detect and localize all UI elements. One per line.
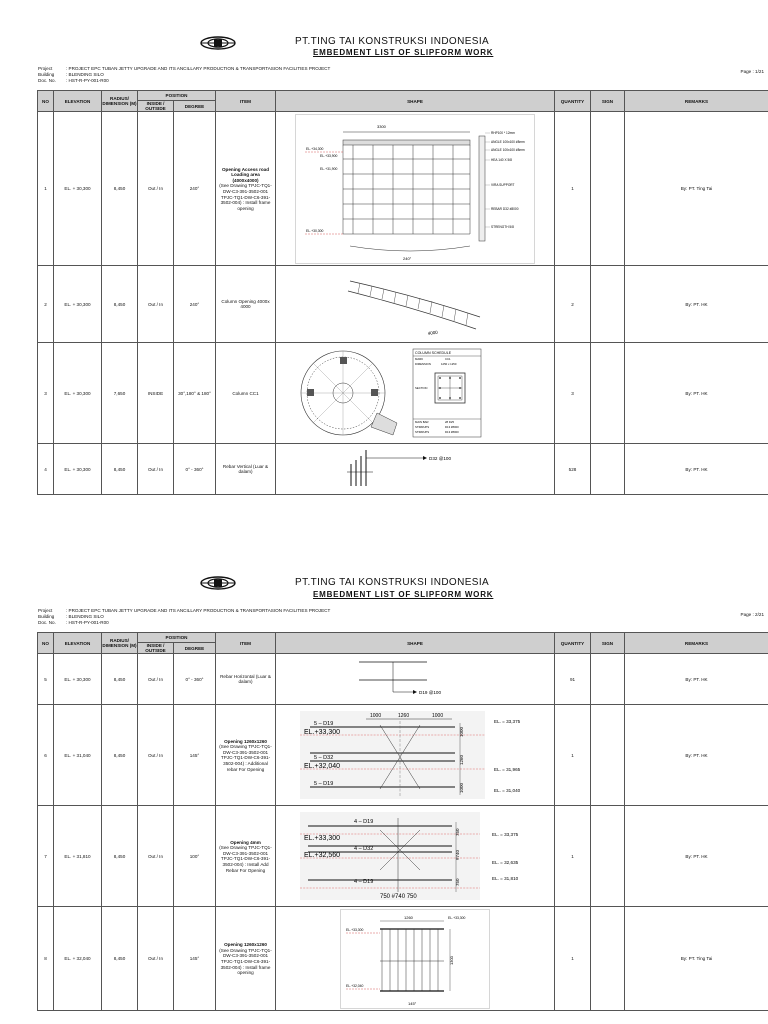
item-title: Opening 1260x1260 (224, 738, 267, 744)
schedule-cell: D13 #8000 (445, 425, 459, 430)
el-right: EL. = 31,810 (492, 876, 519, 882)
cell-inout: Out / In (138, 112, 174, 266)
header-position: POSITION (138, 633, 216, 643)
cell-inout: Out / In (138, 907, 174, 1011)
dim-top: 1260 (404, 914, 413, 920)
cell-sign (591, 343, 625, 444)
cell-inout: Out / In (138, 654, 174, 705)
bar-label: 4 – D19 (354, 879, 374, 886)
cell-shape (276, 343, 555, 444)
project-meta (38, 608, 330, 626)
el-label: EL.+32,560 (304, 852, 341, 860)
meta-value: : PROJECT EPC TUBAN JETTY UPGRADE AND ITS ANCILLARY PRODUCTION & TRANSPORTASION FACILITIES PROJECT (66, 608, 331, 613)
cell-no: 1 (38, 112, 54, 266)
cell-item (216, 112, 276, 266)
table-row (38, 343, 768, 444)
cell-degree: 145° (174, 705, 216, 806)
meta-key: Doc. No. (38, 78, 56, 83)
schedule-cell: STIRRUPS (415, 425, 430, 430)
angle-label: 240° (403, 255, 412, 261)
cell-item (216, 907, 276, 1011)
cell-elevation: EL. + 31,040 (54, 705, 102, 806)
header-sign: SIGN (591, 91, 625, 112)
el-right: EL. = 32,635 (492, 860, 519, 866)
cell-no: 3 (38, 343, 54, 444)
side-dim: #740 (455, 850, 461, 861)
cell-no: 6 (38, 705, 54, 806)
side-dim: 1300 (449, 956, 455, 965)
cell-inout: INSIDE (138, 343, 174, 444)
header-item: ITEM (216, 91, 276, 112)
dim-label: 4000 (427, 330, 439, 337)
schedule-cell: 1250 x 1250 (441, 362, 457, 367)
cell-inout: Out / In (138, 444, 174, 495)
header-inout: INSIDE / OUTSIDE (138, 101, 174, 112)
item-title: Opening 1260x1260 (224, 942, 267, 948)
el-label: EL.+32,040 (304, 763, 341, 771)
schedule-cell: D13 #8000 (445, 430, 459, 435)
cell-remarks: By: PT. HK (625, 343, 768, 444)
cell-item (216, 806, 276, 907)
side-dim: 750 (455, 878, 461, 887)
cell-elevation: EL. + 30,300 (54, 654, 102, 705)
cell-remarks: By: PT. Ting Tai (625, 907, 768, 1011)
cell-remarks: By: PT. HK (625, 705, 768, 806)
header-no: NO (38, 91, 54, 112)
meta-value: : HST-R-PY-001-R00 (66, 620, 109, 625)
rebar-label: D32 @100 (429, 456, 452, 462)
cell-sign (591, 112, 625, 266)
cell-degree: 30°,180° & 180° (174, 343, 216, 444)
table-row (38, 907, 768, 1011)
cell-degree: 240° (174, 266, 216, 343)
bar-label: 5 – D19 (314, 721, 334, 728)
project-meta (38, 66, 330, 84)
cell-radius: 8,450 (102, 907, 138, 1011)
meta-key: Building (38, 614, 55, 619)
schedule-head: MARK (415, 357, 424, 362)
cell-quantity: 1 (555, 705, 591, 806)
cell-remarks: By: PT. HK (625, 444, 768, 495)
schedule-cell: SECTION (415, 386, 428, 391)
dim: 1000 (370, 713, 382, 720)
cell-no: 4 (38, 444, 54, 495)
cell-no: 5 (38, 654, 54, 705)
cell-shape (276, 654, 555, 705)
column-cc1-drawing (285, 345, 545, 441)
cell-shape (276, 112, 555, 266)
table-row (38, 806, 768, 907)
meta-value: : BLENDING SILO (66, 72, 104, 77)
cell-no: 8 (38, 907, 54, 1011)
cell-elevation: EL. + 31,810 (54, 806, 102, 907)
el-right: EL. = 33,375 (494, 719, 521, 725)
cell-inout: Out / In (138, 266, 174, 343)
cell-radius: 7,650 (102, 343, 138, 444)
item-title: Opening Access road Loading area (4000x4000) (221, 166, 270, 183)
schedule-cell: MAIN BAR (415, 420, 429, 425)
header-degree: DEGREE (174, 101, 216, 112)
schedule-title: COLUMN SCHEDULE (415, 351, 452, 356)
cell-elevation: EL. + 30,300 (54, 343, 102, 444)
cell-inout: Out / In (138, 806, 174, 907)
item-desc: Rebar Vertical (Luar & dalam) (222, 463, 269, 475)
item-desc: (See Drawing TPJC-TQ1-DW-C3-391-3502-001 TPJC-TQ1-DW-C6-391-3502-004) : Additional rebar For Opening (219, 744, 272, 772)
table-row (38, 112, 768, 266)
el-label: EL.+33,900 (320, 153, 338, 158)
cell-remarks: By: PT. Ting Tai (625, 112, 768, 266)
bar-label: 4 – D19 (354, 819, 374, 826)
header-remarks: REMARKS (625, 633, 768, 654)
item-desc: (See Drawing TPJC-TQ1-DW-C3-391-3502-001 TPJC-TQ1-DW-C6-391-3502-004) : Install Add Rebar For Opening (219, 845, 272, 873)
cell-quantity: 1 (555, 806, 591, 907)
embedment-table (37, 90, 768, 495)
frame-opening-1260-drawing (340, 909, 490, 1009)
table-row (38, 654, 768, 705)
dim: 1260 (398, 713, 410, 720)
cell-remarks: By: PT. HK (625, 654, 768, 705)
bar-label: 5 – D19 (314, 781, 334, 788)
meta-value: : PROJECT EPC TUBAN JETTY UPGRADE AND ITS ANCILLARY PRODUCTION & TRANSPORTASION FACILITIES PROJECT (66, 66, 331, 71)
note: HEA 140 X 5/8 (491, 157, 512, 162)
el-label: EL.+33,300 (346, 927, 364, 932)
rebar-vertical-drawing (345, 446, 485, 492)
company-name: PT.TING TAI KONSTRUKSI INDONESIA (295, 577, 490, 588)
bottom-dims: 750 #740 750 (380, 894, 417, 901)
company-logo (200, 576, 236, 590)
cell-degree: 240° (174, 112, 216, 266)
item-desc: Column Opening 4000x 4000 (221, 298, 270, 310)
cell-shape (276, 266, 555, 343)
angle-label: 145° (408, 1000, 417, 1006)
cell-item (216, 266, 276, 343)
note: REBAR D32 #8000 (491, 206, 519, 211)
cell-item (216, 654, 276, 705)
company-name: PT.TING TAI KONSTRUKSI INDONESIA (295, 36, 490, 47)
header-item: ITEM (216, 633, 276, 654)
header-elevation: ELEVATION (54, 633, 102, 654)
cell-degree: 145° (174, 907, 216, 1011)
meta-key: Building (38, 72, 55, 77)
cell-elevation: EL. + 32,040 (54, 907, 102, 1011)
el-label: EL.+33,300 (448, 915, 466, 920)
side-dim: 750 (455, 828, 461, 837)
header-remarks: REMARKS (625, 91, 768, 112)
note: ANGLE 100x100 #8mm (491, 147, 525, 152)
el-label: EL.+30,300 (306, 228, 324, 233)
dim: 1000 (432, 713, 444, 720)
cell-no: 7 (38, 806, 54, 907)
cell-quantity: 528 (555, 444, 591, 495)
note: VIRA SUPPORT (491, 182, 515, 187)
cell-quantity: 2 (555, 266, 591, 343)
embedment-table (37, 632, 768, 1011)
header-degree: DEGREE (174, 643, 216, 654)
cell-sign (591, 705, 625, 806)
cell-sign (591, 907, 625, 1011)
cell-degree: 0° - 360° (174, 654, 216, 705)
header-shape: SHAPE (276, 633, 555, 654)
el-label: EL.+32,040 (346, 983, 364, 988)
header-quantity: QUANTITY (555, 91, 591, 112)
meta-key: Project (38, 608, 53, 613)
header-no: NO (38, 633, 54, 654)
header-position: POSITION (138, 91, 216, 101)
note: STRENGTH 5/8 (491, 224, 514, 229)
el-label: EL.+31,900 (320, 166, 338, 171)
cell-no: 2 (38, 266, 54, 343)
item-desc: (See Drawing TPJC-TQ1-DW-C3-391-3502-001 TPJC-TQ1-DW-C6-391-3502-004) : Install frame opening (219, 183, 272, 211)
cell-shape (276, 705, 555, 806)
cell-shape (276, 806, 555, 907)
item-desc: Rebar Horizontal (Luar & dalam) (220, 673, 271, 685)
page-number: Page : 2/21 (740, 612, 764, 617)
side-dim: 1260 (459, 755, 465, 766)
schedule-cell: 28 D25 (445, 420, 455, 425)
cell-inout: Out / In (138, 705, 174, 806)
bar-label: 4 – D32 (354, 846, 374, 853)
item-desc: Column CC1 (232, 390, 259, 396)
el-label: EL.+33,300 (304, 729, 341, 737)
cell-sign (591, 266, 625, 343)
cell-degree: 100° (174, 806, 216, 907)
note: ANGLE 100x100 #8mm (491, 139, 525, 144)
cell-quantity: 3 (555, 343, 591, 444)
el-right: EL. = 33,375 (492, 832, 519, 838)
header-radius: RADIUS/ DIMENSION (M) (102, 633, 138, 654)
cell-elevation: EL. + 30,300 (54, 112, 102, 266)
cell-elevation: EL. + 30,300 (54, 444, 102, 495)
meta-value: : BLENDING SILO (66, 614, 104, 619)
item-desc: (See Drawing TPJC-TQ1-DW-C3-391-3502-001 TPJC-TQ1-DW-C6-391-3502-004) : Install frame opening (219, 947, 272, 976)
cell-radius: 8,450 (102, 266, 138, 343)
cell-item (216, 343, 276, 444)
el-right: EL. = 31,965 (494, 767, 521, 773)
meta-value: : HST-R-PY-001-R00 (66, 78, 109, 83)
table-row (38, 444, 768, 495)
company-logo (200, 36, 236, 50)
cell-sign (591, 654, 625, 705)
el-label: EL.+33,300 (304, 835, 341, 843)
cell-item (216, 444, 276, 495)
table-row (38, 705, 768, 806)
cell-degree: 0° - 360° (174, 444, 216, 495)
cell-shape (276, 907, 555, 1011)
schedule-cell: DIMENSION (415, 362, 431, 367)
cell-radius: 8,450 (102, 444, 138, 495)
cell-radius: 8,450 (102, 806, 138, 907)
header-shape: SHAPE (276, 91, 555, 112)
cell-quantity: 1 (555, 907, 591, 1011)
opening-4mm-drawing (280, 808, 550, 904)
schedule-cell: STIRRUPS (415, 430, 430, 435)
meta-key: Doc. No. (38, 620, 56, 625)
cell-radius: 8,450 (102, 654, 138, 705)
cell-sign (591, 806, 625, 907)
schedule-head: CC1 (445, 357, 451, 362)
side-dim: 1000 (459, 727, 465, 738)
bar-label: 5 – D32 (314, 755, 334, 762)
header-sign: SIGN (591, 633, 625, 654)
header-quantity: QUANTITY (555, 633, 591, 654)
meta-key: Project (38, 66, 53, 71)
column-opening-drawing (340, 269, 490, 339)
header-inout: INSIDE / OUTSIDE (138, 643, 174, 654)
rebar-label: D19 @100 (419, 690, 442, 696)
item-title: Opening 4mm (230, 839, 261, 845)
cell-quantity: 1 (555, 112, 591, 266)
cell-remarks: By: PT. HK (625, 806, 768, 907)
side-dim: 1000 (459, 783, 465, 794)
cell-elevation: EL. + 30,300 (54, 266, 102, 343)
cell-radius: 8,450 (102, 705, 138, 806)
opening-rebar-drawing (280, 707, 550, 803)
table-row (38, 266, 768, 343)
header-radius: RADIUS/ DIMENSION (M) (102, 91, 138, 112)
page-number: Page : 1/21 (740, 69, 764, 74)
cell-radius: 8,450 (102, 112, 138, 266)
cell-item (216, 705, 276, 806)
frame-opening-drawing (295, 114, 535, 264)
cell-sign (591, 444, 625, 495)
rebar-horizontal-drawing (355, 656, 475, 702)
header-elevation: ELEVATION (54, 91, 102, 112)
document-title: EMBEDMENT LIST OF SLIPFORM WORK (313, 48, 494, 57)
el-label: EL.+34,300 (306, 146, 324, 151)
document-title: EMBEDMENT LIST OF SLIPFORM WORK (313, 590, 494, 599)
dim-top: 3300 (377, 123, 386, 129)
cell-remarks: By: PT. HK (625, 266, 768, 343)
cell-quantity: 91 (555, 654, 591, 705)
note: RHP100 * 12mm (491, 130, 515, 135)
el-right: EL. = 31,040 (494, 788, 521, 794)
cell-shape (276, 444, 555, 495)
